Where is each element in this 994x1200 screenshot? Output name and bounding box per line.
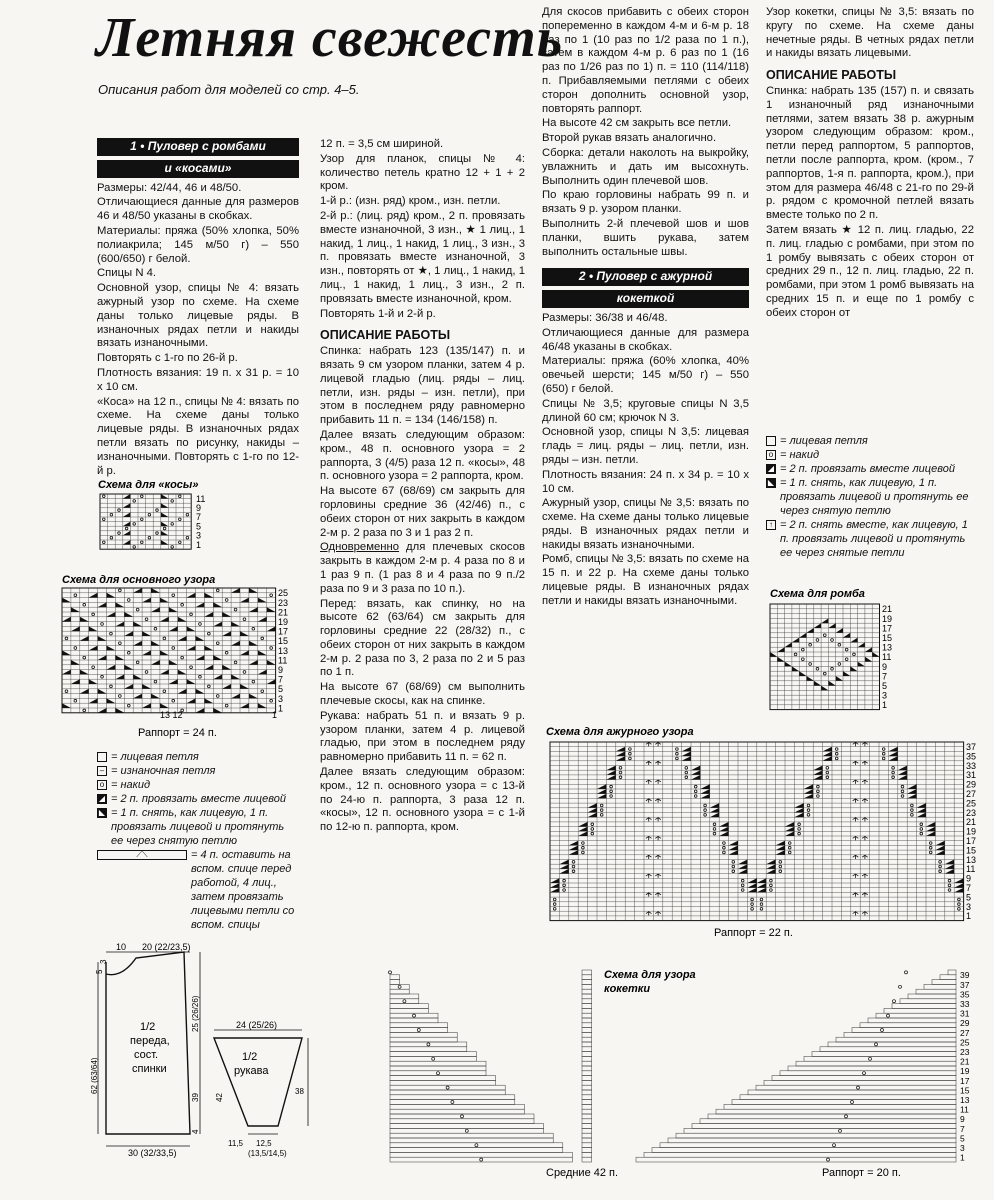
- svg-text:33: 33: [966, 760, 977, 771]
- svg-text:3: 3: [966, 901, 972, 912]
- svg-text:25: 25: [278, 588, 289, 599]
- m1-sleeves2: Далее вязать следующим образом: кром., 12 п. основного узора = с 13-й по 24-ю п. раппорта, 3 раза 12 п. «косы», 12 п. основного узора = с 1-й по 12-ю п. раппорта, кром.: [320, 766, 525, 834]
- scheme-main-mark-1: 13 12: [160, 710, 183, 720]
- dim-sleeve-height: 42: [215, 1093, 224, 1102]
- model2-header-2: кокеткой: [542, 290, 749, 308]
- svg-text:13: 13: [960, 1094, 970, 1105]
- svg-text:7: 7: [960, 1123, 965, 1134]
- svg-text:7: 7: [882, 671, 888, 682]
- m1-back: Спинка: набрать 123 (135/147) п. и вязать 9 см узором планки, затем 4 р. лицевой гладью (лиц. ряды – лиц. петли, изн. ряды – изн. петли), при этом в последнем ряду равномерно прибавить 11 п. = 134 (146/158) п.: [320, 345, 525, 427]
- m1-sizes-note: Отличающиеся данные для размеров 46 и 48/50 указаны в скобках.: [97, 196, 299, 223]
- legend2-ssk: = 1 п. снять, как лицевую, 1 п. провязать лицевой и протянуть ее через снятую петлю: [780, 477, 969, 517]
- scheme-main-mark-2: 1: [272, 710, 278, 720]
- svg-text:3: 3: [960, 1142, 965, 1153]
- legend2-yo: = накид: [780, 449, 820, 461]
- svg-text:9: 9: [278, 664, 284, 675]
- svg-text:9: 9: [960, 1114, 965, 1125]
- m2-lace: Ажурный узор, спицы № 3,5: вязать по схеме. На схеме даны только лицевые ряды. В изнаночных рядах петли и накиды вязать изнаночными.: [542, 497, 749, 551]
- svg-text:1: 1: [196, 539, 202, 550]
- scheme-yoke-title-1: Схема для узора: [604, 969, 696, 981]
- ssk-symbol-icon: ◣: [98, 808, 106, 817]
- svg-text:9: 9: [882, 661, 888, 672]
- m1-sizes: Размеры: 42/44, 46 и 48/50.: [97, 181, 242, 194]
- m1-back4-text: для плечевых скосов закрыть в каждом 2-м р. 4 раза по 8 и 1 раз 9 п. (1 раз 8 и 4 раза по 9 п./2 раза по 9 и 3 раза по 10 п.).: [320, 541, 525, 595]
- m1-main-repeat: Повторять с 1-го по 26-й р.: [97, 352, 238, 365]
- scheme-yoke: [386, 962, 986, 1184]
- m2-materials: Материалы: пряжа (60% хлопка, 40% овечьей шерсти; 145 м/50 г) – 550 (650) г белой.: [542, 355, 749, 395]
- svg-text:17: 17: [882, 623, 893, 634]
- scheme-cables-title: Схема для «косы»: [98, 479, 199, 491]
- svg-text:7: 7: [278, 674, 284, 685]
- legend2-s2k1: = 2 п. снять вместе, как лицевую, 1 п. провязать лицевой и протянуть ее через снятые петли: [780, 519, 968, 559]
- dim-top: 20 (22/23,5): [142, 942, 191, 952]
- svg-text:15: 15: [278, 636, 289, 647]
- legend-model1: [97, 750, 299, 932]
- dim-height: 62 (63/64): [90, 1057, 99, 1094]
- dim-neck: 3: [99, 959, 108, 964]
- scheme-yoke-middle: Средние 42 п.: [546, 1167, 619, 1179]
- column-2: [320, 138, 525, 836]
- dim-sleeve-side: 38: [295, 1087, 304, 1096]
- svg-text:5: 5: [882, 680, 888, 691]
- legend1-cable: = 4 п. оставить на вспом. спице перед работой, 4 лиц., затем провязать лицевыми петли со вспом. спицы: [191, 849, 295, 931]
- page-subtitle: Описания работ для моделей со стр. 4–5.: [98, 82, 360, 97]
- m1-sleeves5: Второй рукав вязать аналогично.: [542, 132, 717, 145]
- svg-text:17: 17: [960, 1075, 970, 1086]
- m1-needles: Спицы N 4.: [97, 267, 157, 280]
- dim-armhole: 25 (26/26): [191, 995, 200, 1032]
- svg-text:11: 11: [966, 864, 976, 875]
- svg-text:37: 37: [966, 741, 977, 752]
- scheme-yoke-repeat: Раппорт = 20 п.: [822, 1167, 901, 1179]
- dim-shoulder: 5: [95, 969, 104, 974]
- dim-cuff-b: 12,5: [256, 1139, 272, 1148]
- m1-front: Перед: вязать, как спинку, но на высоте 62 (63/64) см закрыть для горловины средние 22 (28/32) п., с обеих сторон от них закрыть в каждом 2-м р. 2 раза по 3, 2 раза по 2 и 5 раз по 1 п.: [320, 597, 525, 679]
- svg-text:29: 29: [960, 1018, 970, 1029]
- scheme-lace-repeat: Раппорт = 22 п.: [714, 927, 793, 939]
- svg-text:21: 21: [966, 817, 977, 828]
- svg-text:1: 1: [960, 1152, 965, 1163]
- legend2-knit: = лицевая петля: [780, 435, 868, 447]
- svg-text:25: 25: [966, 798, 977, 809]
- m1-materials: Материалы: пряжа (50% хлопка, 50% полиакрила; 145 м/50 г) – 550 (600/650) г белой.: [97, 224, 299, 265]
- svg-text:15: 15: [882, 632, 893, 643]
- svg-text:21: 21: [882, 604, 893, 615]
- yarn-over-symbol-icon: o: [766, 450, 776, 460]
- svg-text:21: 21: [278, 607, 289, 618]
- svg-text:23: 23: [960, 1046, 970, 1057]
- m1-back4-underlined: Одновременно: [320, 541, 400, 554]
- model2-header-1: 2 • Пуловер с ажурной: [542, 268, 749, 286]
- m1-front2: На высоте 67 (68/69) см выполнить плечевые скосы, как на спинке.: [320, 681, 525, 708]
- m2-density: Плотность вязания: 24 п. х 34 р. = 10 х 10 см.: [542, 468, 749, 495]
- svg-text:31: 31: [966, 770, 977, 781]
- m1-row-repeat: Повторять 1-й и 2-й р.: [320, 307, 436, 320]
- svg-text:11: 11: [960, 1104, 969, 1115]
- svg-text:19: 19: [966, 826, 977, 837]
- m1-density: Плотность вязания: 19 п. х 31 р. = 10 х 10 см.: [97, 366, 299, 393]
- svg-text:13: 13: [882, 642, 893, 653]
- k2tog-symbol-icon: ◢: [767, 464, 775, 473]
- svg-text:39: 39: [960, 970, 970, 981]
- m2-sizes: Размеры: 36/38 и 46/48.: [542, 311, 668, 324]
- s2k1-symbol-icon: ↑: [766, 520, 776, 530]
- m1-assembly2: По краю горловины набрать 99 п. и вязать 9 р. узором планки.: [542, 189, 749, 216]
- dim-sleeve-top: 24 (25/26): [236, 1020, 278, 1030]
- m1-back2: Далее вязать следующим образом: кром., 48 п. основного узора = 2 раппорта, 3 (4/5) раза 12 п. «косы», 48 п. основного узора = 2 раппорта, кром.: [320, 428, 525, 483]
- m2-main: Основной узор, спицы N 3,5: лицевая гладь = лиц. ряды – лиц. петли, изн. ряды – изн. петли.: [542, 426, 749, 466]
- scheme-yoke-title-2: кокетки: [604, 983, 651, 995]
- m1-main-pattern: Основной узор, спицы № 4: вязать ажурный узор по схеме. На схеме даны только лицевые ряды. В изнаночных рядах петли и накиды вязать изнаночными.: [97, 282, 299, 350]
- svg-text:7: 7: [966, 882, 972, 893]
- legend-model2: [766, 434, 974, 560]
- svg-text:9: 9: [196, 503, 202, 514]
- svg-text:15: 15: [966, 845, 977, 856]
- legend1-purl: = изнаночная петля: [111, 765, 216, 777]
- svg-text:31: 31: [960, 1008, 970, 1019]
- svg-text:7: 7: [196, 512, 202, 523]
- yarn-over-symbol-icon: o: [97, 780, 107, 790]
- scheme-diamond: [766, 586, 974, 718]
- column-1: [97, 138, 299, 477]
- svg-text:19: 19: [278, 616, 289, 627]
- m1-desc-title: ОПИСАНИЕ РАБОТЫ: [320, 328, 451, 343]
- page-title: Летняя свежесть: [96, 7, 564, 69]
- m2-yoke: Узор кокетки, спицы № 3,5: вязать по кругу по схеме. На схеме даны нечетные ряды. В четных рядах петли и накиды вязать лицевыми.: [766, 6, 974, 60]
- legend1-ssk: = 1 п. снять, как лицевую, 1 п. провязать лицевой и протянуть ее через снятую петлю: [111, 807, 285, 847]
- svg-text:29: 29: [966, 779, 977, 790]
- svg-text:5: 5: [278, 684, 284, 695]
- svg-text:23: 23: [966, 807, 977, 818]
- svg-text:33: 33: [960, 998, 970, 1009]
- svg-text:19: 19: [960, 1066, 970, 1077]
- sleeve-label-2: рукава: [234, 1065, 269, 1077]
- svg-text:23: 23: [278, 597, 289, 608]
- dim-bottom: 30 (32/33,5): [128, 1148, 177, 1158]
- svg-text:21: 21: [960, 1056, 970, 1067]
- svg-text:11: 11: [882, 652, 892, 663]
- svg-text:27: 27: [960, 1027, 970, 1038]
- scheme-main: [60, 572, 300, 740]
- svg-text:9: 9: [966, 873, 972, 884]
- scheme-main-repeat: Раппорт = 24 п.: [138, 727, 217, 739]
- svg-text:17: 17: [966, 835, 977, 846]
- m1-back4: [320, 541, 525, 596]
- svg-text:37: 37: [960, 979, 970, 990]
- m2-needles: Спицы № 3,5; круговые спицы N 3,5 длиной 60 см; крючок N 3.: [542, 397, 749, 424]
- purl-symbol-icon: –: [97, 766, 107, 776]
- svg-text:13: 13: [966, 854, 977, 865]
- svg-text:35: 35: [966, 751, 977, 762]
- m1-sleeves3: Для скосов прибавить с обеих сторон попеременно в каждом 4-м и 6-м р. 18 раз по 1 (10 раз по 1/2 раза по 1 п.), затем в каждом 4-м р. 6 раз по 1 (16 раз по 1/26 раз по 1) п. = 110 (114/118) п. Прибавляемыми петлями с обеих сторон дополнить основной узор, повторять раппорт.: [542, 6, 749, 115]
- m1-sleeves: Рукава: набрать 51 п. и вязать 9 р. узором планки, затем 4 р. лицевой гладью, при этом в последнем ряду равномерно прибавить 11 п. = 62 п.: [320, 709, 525, 764]
- svg-text:1: 1: [966, 911, 972, 922]
- cable-symbol-icon: ⟋⟍: [97, 850, 187, 860]
- svg-text:5: 5: [966, 892, 972, 903]
- m2-back: Спинка: набрать 135 (157) п. и связать 1 изнаночный ряд изнаночными петлями, затем вязать 38 р. ажурным узором следующим образом: кром., петли перед раппортом, 5 раппортов, петли после раппорта, кром. (кром., 7 раппортов, 1-я п. раппорта, кром.), при этом для размера 46/48 с 21-го по 29-й р. рядом с кромочной петлей вязать вместе только по 2 п.: [766, 84, 974, 222]
- svg-text:11: 11: [278, 655, 288, 666]
- svg-text:17: 17: [278, 626, 289, 637]
- svg-text:3: 3: [278, 693, 284, 704]
- scheme-cables: [96, 476, 296, 554]
- dim-top-left: 10: [116, 942, 127, 952]
- m1-strip: Узор для планок, спицы № 4: количество петель кратно 12 + 1 + 2 кром.: [320, 152, 525, 193]
- svg-text:5: 5: [196, 521, 202, 532]
- column-3: [542, 6, 749, 607]
- scheme-lace-title: Схема для ажурного узора: [546, 726, 694, 738]
- garment-pattern: [92, 944, 314, 1184]
- scheme-diamond-title: Схема для ромба: [770, 588, 865, 600]
- legend2-k2tog: = 2 п. провязать вместе лицевой: [780, 463, 955, 475]
- scheme-lace: [544, 722, 984, 944]
- column-4: [766, 6, 974, 335]
- svg-text:25: 25: [960, 1037, 970, 1048]
- m1-cable: «Коса» на 12 п., спицы № 4: вязать по схеме. На схеме даны только лицевые ряды. В изнаночных рядах петли вязать по рисунку, накиды – изнаночными. Повторять с 1-го по 12-й р.: [97, 395, 299, 477]
- svg-text:3: 3: [882, 690, 888, 701]
- dim-side: 39: [191, 1093, 200, 1102]
- k2tog-symbol-icon: ◢: [98, 794, 106, 803]
- svg-text:3: 3: [196, 530, 202, 541]
- dim-cuff-c: (13,5/14,5): [248, 1149, 287, 1158]
- front-label-4: спинки: [132, 1063, 167, 1075]
- m1-back3: На высоте 67 (68/69) см закрыть для горловины средние 36 (42/46) п., с обеих сторон от них закрыть в каждом 2-м р. 2 раза по 3 и 1 раз 2 п.: [320, 485, 525, 539]
- scheme-main-title: Схема для основного узора: [62, 574, 216, 586]
- legend1-knit: = лицевая петля: [111, 751, 199, 763]
- m2-diamond: Ромб, спицы № 3,5: вязать по схеме на 15 п. и 22 р. На схеме даны только лицевые ряды. В изнаночных рядах петли и накиды вязать изнаночными.: [542, 553, 749, 607]
- svg-text:19: 19: [882, 613, 893, 624]
- model1-header-2: и «косами»: [97, 160, 299, 178]
- svg-text:27: 27: [966, 788, 977, 799]
- m1-row1: 1-й р.: (изн. ряд) кром., изн. петли.: [320, 195, 501, 208]
- model1-header-1: 1 • Пуловер с ромбами: [97, 138, 299, 156]
- svg-text:1: 1: [278, 703, 284, 714]
- m1-sleeves4: На высоте 42 см закрыть все петли.: [542, 117, 732, 130]
- ssk-symbol-icon: ◣: [767, 478, 775, 487]
- svg-text:11: 11: [196, 493, 206, 504]
- svg-text:1: 1: [882, 700, 888, 711]
- m1-cable-width: 12 п. = 3,5 см шириной.: [320, 138, 444, 150]
- svg-text:13: 13: [278, 645, 289, 656]
- svg-text:35: 35: [960, 989, 970, 1000]
- knit-symbol-icon: [766, 436, 776, 446]
- front-label-1: 1/2: [140, 1021, 156, 1033]
- legend1-yo: = накид: [111, 779, 151, 791]
- m2-back2: Затем вязать ★ 12 п. лиц. гладью, 22 п. лиц. гладью с ромбами, при этом по 1 ромбу вывязать с обеих сторон от средних 29 п., 12 п. лиц. гладью, 22 п. ромбами, при этом 1 ромб вывязать на средних 15 п. и еще по 1 ромбу с обеих сторон от: [766, 223, 974, 319]
- svg-text:15: 15: [960, 1085, 970, 1096]
- svg-text:5: 5: [960, 1133, 965, 1144]
- sleeve-label-1: 1/2: [242, 1051, 258, 1063]
- m1-assembly: Сборка: детали наколоть на выкройку, увлажнить и дать им высохнуть. Выполнить один плечевой шов.: [542, 146, 749, 187]
- dim-band: 4: [191, 1129, 200, 1134]
- m1-row2: 2-й р.: (лиц. ряд) кром., 2 п. провязать вместе изнаночной, 3 изн., ★ 1 лиц., 1 накид, 1 лиц., 1 накид, 1 лиц., 3 изн., 3 п. провязать вместе изнаночной, 3 изн., повторять от ★, 1 лиц., 1 накид, 1 лиц., 1 накид, 1 лиц., 3 изн., 2 п. провязать вместе изнаночной, кром.: [320, 209, 525, 305]
- dim-cuff-a: 11,5: [228, 1139, 243, 1148]
- knit-symbol-icon: [97, 752, 107, 762]
- front-label-3: сост.: [134, 1049, 159, 1061]
- m2-sizes-note: Отличающиеся данные для размера 46/48 указаны в скобках.: [542, 326, 749, 353]
- front-label-2: переда,: [130, 1035, 170, 1047]
- m2-desc-title: ОПИСАНИЕ РАБОТЫ: [766, 68, 897, 83]
- legend1-k2tog: = 2 п. провязать вместе лицевой: [111, 793, 286, 805]
- m1-assembly3: Выполнить 2-й плечевой шов и шов планки, вшить рукава, затем выполнить остальные швы.: [542, 217, 749, 258]
- sleeve-outline: [214, 1038, 302, 1126]
